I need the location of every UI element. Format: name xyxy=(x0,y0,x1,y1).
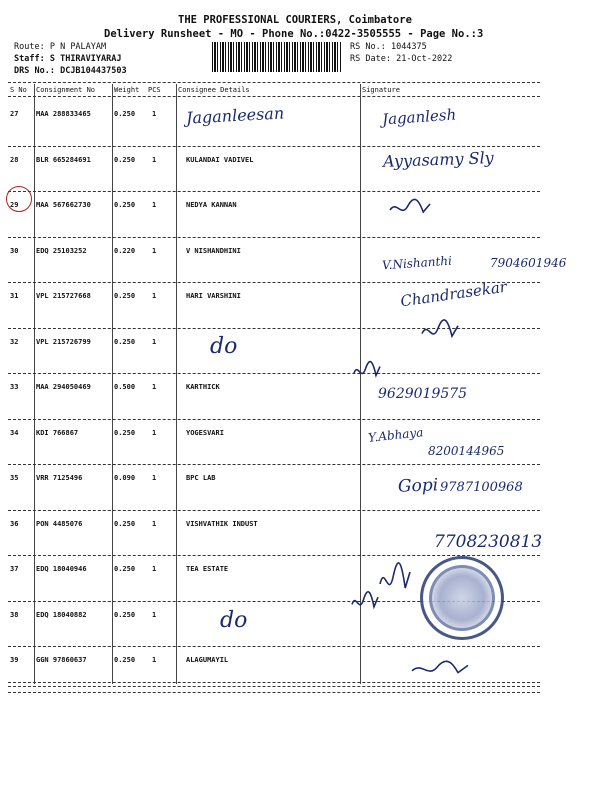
rs-date-value: 21-Oct-2022 xyxy=(396,54,453,64)
handwritten-phone: 8200144965 xyxy=(428,444,505,458)
col-weight: Weight xyxy=(114,86,140,94)
company-stamp xyxy=(420,556,504,640)
drs-field xyxy=(14,66,127,76)
route-value: P N PALAYAM xyxy=(49,42,107,52)
row-weight: 0.250 xyxy=(114,565,136,573)
row-pcs: 1 xyxy=(152,292,157,300)
handwritten-consignee: Jaganleesan xyxy=(185,103,285,128)
row-rule xyxy=(8,328,540,329)
row-sno: 37 xyxy=(10,565,19,573)
consignment-number: KDI 766867 xyxy=(36,428,79,437)
row-rule xyxy=(8,282,540,283)
barcode xyxy=(212,42,342,72)
row-pcs: 1 xyxy=(152,474,157,482)
col-pcs: PCS xyxy=(148,86,161,94)
handwritten-signature: Chandrasekar xyxy=(399,277,508,311)
handwritten-signature: Y.Abhaya xyxy=(367,425,424,445)
header-top-rule xyxy=(8,82,540,83)
signature-scribble xyxy=(410,660,470,678)
consignment-number: MAA 294050469 xyxy=(36,383,91,391)
signature-scribble xyxy=(378,560,412,600)
consignment-number: MAA 567662730 xyxy=(36,201,91,209)
row-weight: 0.250 xyxy=(114,428,136,437)
row-weight: 0.250 xyxy=(114,110,136,118)
row-weight: 0.250 xyxy=(114,519,136,528)
col-consignee: Consignee Details xyxy=(178,86,250,94)
handwritten-phone: 9629019575 xyxy=(378,386,468,402)
consignee-name: HARI VARSHINI xyxy=(186,292,241,300)
route-field xyxy=(14,42,106,52)
row-rule xyxy=(8,419,540,420)
rs-date-field xyxy=(350,54,452,64)
consignment-number: VPL 215726799 xyxy=(36,337,91,346)
rs-date-label: RS Date: xyxy=(350,54,391,64)
col-consignment: Consignment No xyxy=(36,86,96,94)
row-pcs: 1 xyxy=(152,610,157,619)
consignment-number: EDQ 18040882 xyxy=(36,610,87,619)
row-sno: 30 xyxy=(10,246,19,255)
table-row xyxy=(0,195,540,240)
row-sno: 35 xyxy=(10,474,19,482)
rs-no-value: 1044375 xyxy=(390,42,427,52)
consignee-name: V NISHANDHINI xyxy=(186,246,241,255)
row-sno: 29 xyxy=(10,201,19,209)
handwritten-phone: 9787100968 xyxy=(440,480,523,495)
row-sno: 33 xyxy=(10,383,19,391)
consignee-name: KULANDAI VADIVEL xyxy=(186,155,254,164)
handwritten-signature: V.Nishanthi xyxy=(381,253,453,273)
signature-scribble xyxy=(388,198,432,218)
row-pcs: 1 xyxy=(152,656,157,664)
col-signature: Signature xyxy=(362,86,400,94)
row-weight: 0.250 xyxy=(114,201,136,209)
row-pcs: 1 xyxy=(152,428,157,437)
row-weight: 0.220 xyxy=(114,246,136,255)
row-sno: 28 xyxy=(10,155,19,164)
consignment-number: EDQ 18040946 xyxy=(36,565,87,573)
row-rule xyxy=(8,373,540,374)
consignee-name: ALAGUMAYIL xyxy=(186,656,229,664)
consignee-name: VISHVATHIK INDUST xyxy=(186,519,258,528)
company-title: THE PROFESSIONAL COURIERS, Coimbatore xyxy=(178,14,412,26)
header-bottom-rule xyxy=(8,96,540,97)
consignment-number: GGN 97860637 xyxy=(36,656,87,664)
consignment-number: VRR 7125496 xyxy=(36,474,83,482)
runsheet-title: Delivery Runsheet - MO - Phone No.:0422-3505555 - Page No.:3 xyxy=(104,28,484,40)
row-weight: 0.250 xyxy=(114,610,136,619)
consignment-number: BLR 665284691 xyxy=(36,155,91,164)
row-pcs: 1 xyxy=(152,201,157,209)
row-weight: 0.250 xyxy=(114,292,136,300)
row-sno: 31 xyxy=(10,292,19,300)
handwritten-consignee: do xyxy=(220,608,248,633)
consignee-name: KARTHICK xyxy=(186,383,220,391)
route-label: Route: xyxy=(14,42,45,52)
handwritten-phone: 7708230813 xyxy=(434,532,543,552)
row-rule xyxy=(8,191,540,192)
handwritten-signature: Jaganlesh xyxy=(381,105,457,129)
staff-value: S THIRAVIYARAJ xyxy=(49,54,122,64)
rs-no-label: RS No.: xyxy=(350,42,386,52)
consignee-name: TEA ESTATE xyxy=(186,565,229,573)
red-circle-mark xyxy=(6,186,32,212)
row-pcs: 1 xyxy=(152,155,157,164)
consignment-number: VPL 215727668 xyxy=(36,292,91,300)
handwritten-phone: 7904601946 xyxy=(490,256,567,270)
row-sno: 32 xyxy=(10,337,19,346)
row-sno: 36 xyxy=(10,519,19,528)
row-weight: 0.250 xyxy=(114,337,136,346)
row-rule xyxy=(8,464,540,465)
row-rule xyxy=(8,510,540,511)
footer-rule xyxy=(8,686,540,687)
row-pcs: 1 xyxy=(152,519,157,528)
row-sno: 34 xyxy=(10,428,19,437)
row-pcs: 1 xyxy=(152,246,157,255)
row-weight: 0.500 xyxy=(114,383,136,391)
rs-no-field xyxy=(350,42,427,52)
handwritten-signature: Ayyasamy Sly xyxy=(382,148,494,171)
handwritten-consignee: do xyxy=(210,334,238,359)
staff-field xyxy=(14,54,122,64)
consignee-name: NEDYA KANNAN xyxy=(186,201,237,209)
consignee-name: BPC LAB xyxy=(186,474,216,482)
row-weight: 0.250 xyxy=(114,656,136,664)
row-sno: 39 xyxy=(10,656,19,664)
row-pcs: 1 xyxy=(152,383,157,391)
signature-scribble xyxy=(352,360,382,382)
col-sno: S No xyxy=(10,86,27,94)
row-pcs: 1 xyxy=(152,565,157,573)
signature-scribble xyxy=(350,590,380,614)
row-weight: 0.090 xyxy=(114,474,136,482)
row-weight: 0.250 xyxy=(114,155,136,164)
consignment-number: PON 4485076 xyxy=(36,519,83,528)
staff-label: Staff: xyxy=(14,54,45,64)
consignee-name: YOGESVARI xyxy=(186,428,224,437)
consignment-number: MAA 288833465 xyxy=(36,110,91,118)
row-rule xyxy=(8,146,540,147)
table-row xyxy=(0,241,540,286)
row-pcs: 1 xyxy=(152,110,157,118)
row-rule xyxy=(8,237,540,238)
row-pcs: 1 xyxy=(152,337,157,346)
row-sno: 27 xyxy=(10,110,19,118)
row-rule xyxy=(8,646,540,647)
row-rule xyxy=(8,692,540,693)
drs-value: DCJB104437503 xyxy=(60,66,127,76)
signature-scribble xyxy=(420,318,460,344)
handwritten-signature: Gopi xyxy=(397,475,439,497)
drs-label: DRS No.: xyxy=(14,66,55,76)
consignment-number: EDQ 25103252 xyxy=(36,246,87,255)
row-sno: 38 xyxy=(10,610,19,619)
footer-rule xyxy=(8,682,540,683)
